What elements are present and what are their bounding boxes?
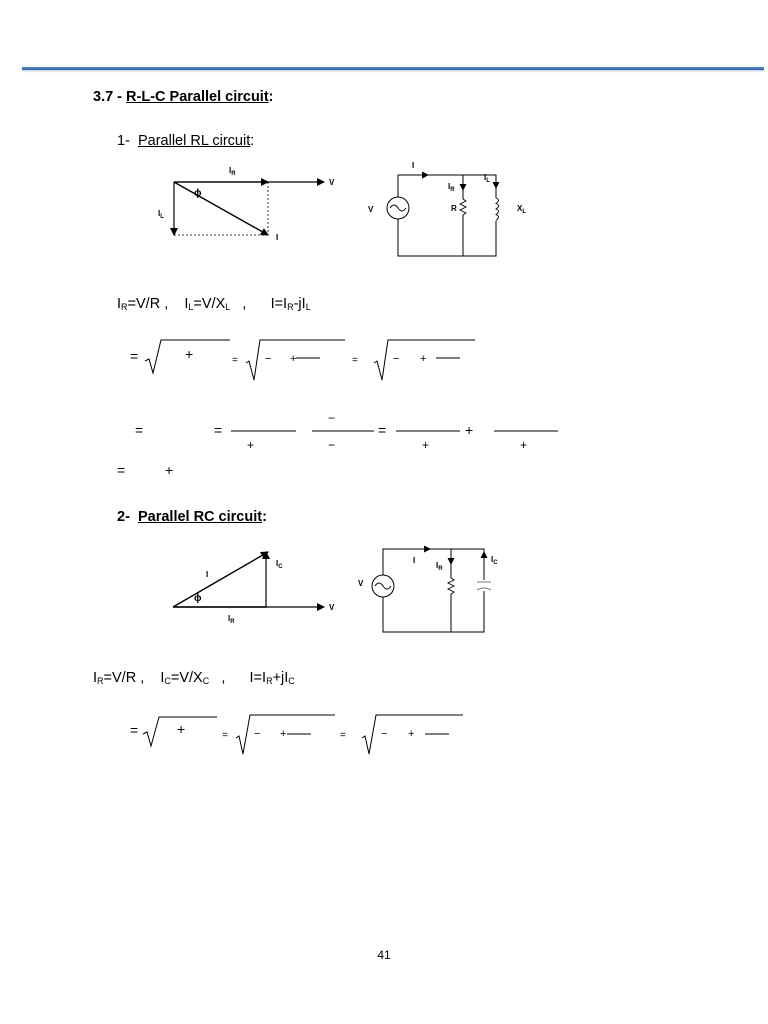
rl-rel-i-sub1: R bbox=[287, 302, 294, 312]
rl-eq1-plus: + bbox=[185, 346, 194, 362]
rc-eq2-equals: = bbox=[222, 730, 228, 741]
rc-rel-ic-sep: , bbox=[221, 670, 226, 686]
subsection-1-number: 1- bbox=[117, 133, 130, 149]
page-number: 41 bbox=[377, 948, 391, 962]
rc-circuit-wires bbox=[383, 549, 484, 632]
rc-rel-ic-eq-sub: C bbox=[202, 676, 210, 686]
rl-rel-ir-rhs: =V/R , bbox=[127, 296, 169, 312]
rl-relations bbox=[117, 296, 311, 312]
rc-rel-i-mid: +jI bbox=[272, 670, 289, 686]
rc-phasor-ir-label: $I_R$ bbox=[228, 614, 235, 625]
rl-circuit-diagram bbox=[365, 158, 535, 263]
rc-capacitor-icon bbox=[477, 582, 491, 590]
rc-eq2-minus: − bbox=[254, 728, 261, 740]
rl-eq2-minus: − bbox=[265, 353, 272, 365]
rl-frac-equals-2: = bbox=[214, 422, 223, 438]
rl-equation-fractions bbox=[130, 408, 570, 453]
subsection-2-number: 2- bbox=[117, 509, 130, 525]
rl-frac-num-minus: − bbox=[328, 411, 336, 425]
rl-frac-denom-plus-3: + bbox=[520, 438, 528, 452]
subsection-1-colon: : bbox=[250, 133, 255, 149]
rc-rel-ic-eq: =V/X bbox=[170, 670, 203, 686]
rl-circuit-v-label: V bbox=[368, 205, 374, 214]
rl-inductor-icon bbox=[496, 198, 499, 221]
rl-frac-equals-1: = bbox=[135, 422, 144, 438]
rl-circuit-ir-label: $I_R$ bbox=[448, 182, 455, 193]
rc-eq3-equals: = bbox=[340, 730, 346, 741]
rl-phasor-phi-label: ϕ bbox=[194, 188, 202, 199]
rl-rel-i-mid: -jI bbox=[293, 296, 306, 312]
rl-i-phasor bbox=[174, 182, 268, 235]
rl-circuit-i-label: I bbox=[412, 161, 415, 170]
rl-frac-plus-between: + bbox=[465, 422, 474, 438]
rc-equation-radicals bbox=[125, 710, 475, 758]
rc-rel-ic: I bbox=[160, 670, 165, 686]
rl-rel-i-eq: I=I bbox=[270, 296, 288, 312]
rc-phasor-phi-label: ϕ bbox=[194, 593, 202, 604]
rl-phasor-il-label: $I_L$ bbox=[158, 209, 164, 220]
rc-circuit-v-label: V bbox=[358, 579, 364, 588]
rc-rel-ic-sub: C bbox=[164, 676, 171, 686]
rl-final-plus: + bbox=[165, 462, 174, 478]
rc-phasor-diagram bbox=[160, 540, 360, 630]
rc-eq2-plus: + bbox=[280, 728, 287, 740]
subsection-2-title: Parallel RC circuit bbox=[137, 509, 263, 525]
rc-rel-i-sub1: R bbox=[266, 676, 273, 686]
subsection-1-title: Parallel RL circuit bbox=[137, 133, 251, 149]
subsection-2-colon: : bbox=[262, 509, 267, 525]
rl-frac-denom-plus-2: + bbox=[422, 438, 430, 452]
rl-frac-denom-minus: − bbox=[328, 438, 336, 452]
subsection-2-heading bbox=[117, 509, 267, 525]
rc-rel-i-eq: I=I bbox=[249, 670, 267, 686]
rl-rel-il-sep: , bbox=[242, 296, 247, 312]
rl-equation-radicals bbox=[125, 335, 485, 383]
rc-rel-ir-sub: R bbox=[97, 676, 104, 686]
rc-circuit-ic-label: $I_C$ bbox=[491, 555, 498, 566]
rc-phasor-ic-label: $I_C$ bbox=[276, 559, 283, 570]
rc-resistor-icon bbox=[448, 578, 454, 594]
rl-eq1-equals: = bbox=[130, 348, 139, 364]
rl-eq3-minus: − bbox=[393, 353, 400, 365]
rc-phasor-i-label: I bbox=[206, 570, 209, 579]
rc-circuit-i-label: I bbox=[413, 556, 416, 565]
rc-phasor-v-label: V bbox=[329, 603, 335, 612]
rl-equation-final bbox=[110, 458, 210, 482]
rl-rel-il-sub: L bbox=[188, 302, 194, 312]
rl-frac-denom-plus-1: + bbox=[247, 438, 255, 452]
rl-rel-il-eq: =V/X bbox=[193, 296, 226, 312]
rl-rel-i-sub2: L bbox=[305, 302, 311, 312]
rl-rel-ir-sub: R bbox=[121, 302, 128, 312]
rc-circuit-diagram bbox=[350, 538, 520, 643]
rc-eq3-minus: − bbox=[381, 728, 388, 740]
rl-rel-il-eq-sub: L bbox=[225, 302, 231, 312]
rc-rel-ir: I bbox=[93, 670, 98, 686]
section-title: R-L-C Parallel circuit bbox=[126, 89, 269, 105]
rl-phasor-v-label: V bbox=[329, 178, 335, 187]
rl-eq2-plus: + bbox=[290, 353, 297, 365]
subsection-1-heading bbox=[117, 133, 254, 149]
header-rule bbox=[22, 67, 764, 70]
section-heading bbox=[93, 89, 274, 105]
rc-circuit-ir-label: $I_R$ bbox=[436, 561, 443, 572]
rl-final-equals: = bbox=[117, 462, 126, 478]
rl-phasor-i-label: I bbox=[276, 233, 279, 242]
rc-rel-ir-rhs: =V/R , bbox=[103, 670, 145, 686]
rc-rel-i-sub2: C bbox=[288, 676, 295, 686]
rl-phasor-diagram bbox=[150, 160, 350, 250]
rl-eq3-plus: + bbox=[420, 353, 427, 365]
rc-eq1-equals: = bbox=[130, 722, 139, 738]
rl-rel-il: I bbox=[184, 296, 189, 312]
rc-eq3-plus: + bbox=[408, 728, 415, 740]
rl-circuit-xl-label: $X_L$ bbox=[517, 204, 527, 215]
rl-circuit-wires bbox=[398, 175, 496, 256]
rl-rel-ir: I bbox=[117, 296, 122, 312]
section-number: 3.7 - bbox=[93, 89, 123, 105]
rc-eq1-plus: + bbox=[177, 721, 186, 737]
rl-phasor-ir-label: $I_R$ bbox=[229, 166, 236, 177]
rl-circuit-il-label: $I_L$ bbox=[484, 173, 490, 184]
rl-frac-equals-3: = bbox=[378, 422, 387, 438]
rc-relations bbox=[93, 670, 295, 686]
section-colon: : bbox=[268, 89, 274, 105]
rl-circuit-r-label: R bbox=[451, 204, 457, 213]
rl-eq3-equals: = bbox=[352, 355, 358, 366]
rc-i-phasor bbox=[173, 552, 268, 607]
rl-resistor-icon bbox=[460, 199, 466, 215]
rl-eq2-equals: = bbox=[232, 355, 238, 366]
